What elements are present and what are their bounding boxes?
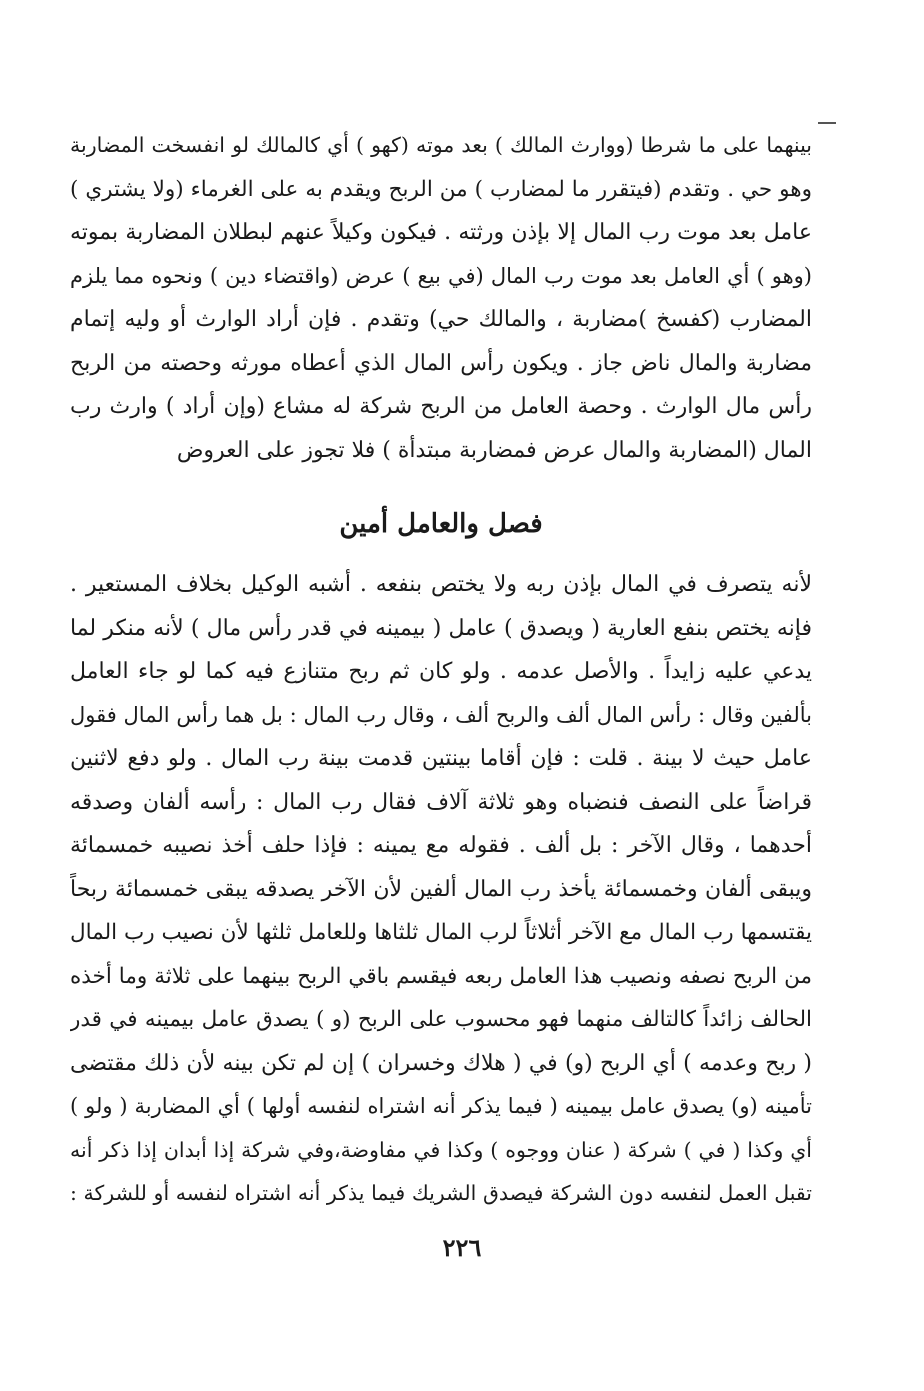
text-line: فإنه يختص بنفع العارية ( ويصدق ) عامل ( بيمينه في قدر رأس مال ) لأنه منكر لما [70,615,812,641]
corner-mark [818,122,836,124]
text-line: عامل بعد موت رب المال إلا بإذن ورثته . فيكون وكيلاً عنهم لبطلان المضاربة بموته [70,220,812,245]
text-line: مضاربة والمال ناض جاز . ويكون رأس المال الذي أعطاه مورثه وحصته من الربح [70,350,812,376]
text-line: ويبقى ألفان وخمسمائة يأخذ رب المال ألفين لأن الآخر يصدقه يبقى خمسمائة ربحاً [70,876,812,902]
text-line: وهو حي . وتقدم (فيتقرر ما لمضارب ) من الربح ويقدم به على الغرماء (ولا يشتري ) [70,176,812,202]
text-line: يقتسمها رب المال مع الآخر أثلاثاً لرب المال ثلثاها وللعامل ثلثها لأن نصيب رب المال [70,920,812,945]
text-line: تأمينه (و) يصدق عامل بيمينه ( فيما يذكر أنه اشتراه لنفسه أولها ) أي المضاربة ( ولو ) [70,1094,812,1118]
text-line: يدعي عليه زايداً . والأصل عدمه . ولو كان ثم ربح متنازع فيه كما لو جاء العامل [70,659,812,684]
text-line: قراضاً على النصف فنضباه وهو ثلاثة آلاف فقال رب المال : رأسه ألفان وصدقه [70,789,812,815]
page-number: ٢٢٦ [442,1233,482,1262]
text-line: أي وكذا ( في ) شركة ( عنان ووجوه ) وكذا في مفاوضة،وفي شركة إذا أبدان إذا ذكر أنه [70,1137,812,1162]
text-line: المال (المضاربة والمال عرض فمضاربة مبتدأة ) فلا تجوز على العروض [176,437,812,463]
text-line: تقبل العمل لنفسه دون الشركة فيصدق الشريك فيما يذكر أنه اشتراه لنفسه أو للشركة : [70,1181,812,1205]
text-line: الحالف زائداً كالتالف منهما فهو محسوب على الربح (و ) يصدق عامل بيمينه في قدر [70,1007,812,1032]
text-line: رأس مال الوارث . وحصة العامل من الربح شركة له مشاع (وإن أراد ) وارث رب [70,394,812,419]
text-line: عامل حيث لا بينة . قلت : فإن أقاما بينتين قدمت بينة رب المال . ولو دفع لاثنين [70,746,812,771]
text-line: بألفين وقال : رأس المال ألف والربح ألف ، وقال رب المال : بل هما رأس المال فقول [70,702,812,727]
text-line: أحدهما ، وقال الآخر : بل ألف . فقوله مع يمينه : فإذا حلف أخذ نصيبه خمسمائة [70,833,812,858]
text-line: المضارب (كفسخ )مضاربة ، والمالك حي) وتقدم . فإن أراد الوارث أو وليه إتمام [70,307,812,332]
section-heading: فصل والعامل أمين [339,509,543,539]
text-line: من الربح نصفه ونصيب هذا العامل ربعه فيقسم باقي الربح بينهما على ثلاثة وما أخذه [70,963,812,989]
text-line: بينهما على ما شرطا (ووارث المالك ) بعد موته (كهو ) أي كالمالك لو انفسخت المضاربة [70,133,812,157]
main-paragraph [70,563,812,1216]
text-line: لأنه يتصرف في المال بإذن ربه ولا يختص بنفعه . أشبه الوكيل بخلاف المستعير . [70,572,812,597]
top-paragraph [70,124,812,472]
text-line: ( ربح وعدمه ) أي الربح (و) في ( هلاك وخسران ) إن لم تكن بينه لأن ذلك مقتضى [70,1050,812,1076]
text-line: (وهو ) أي العامل بعد موت رب المال (في بيع ) عرض (واقتضاء دين ) ونحوه مما يلزم [70,263,812,288]
